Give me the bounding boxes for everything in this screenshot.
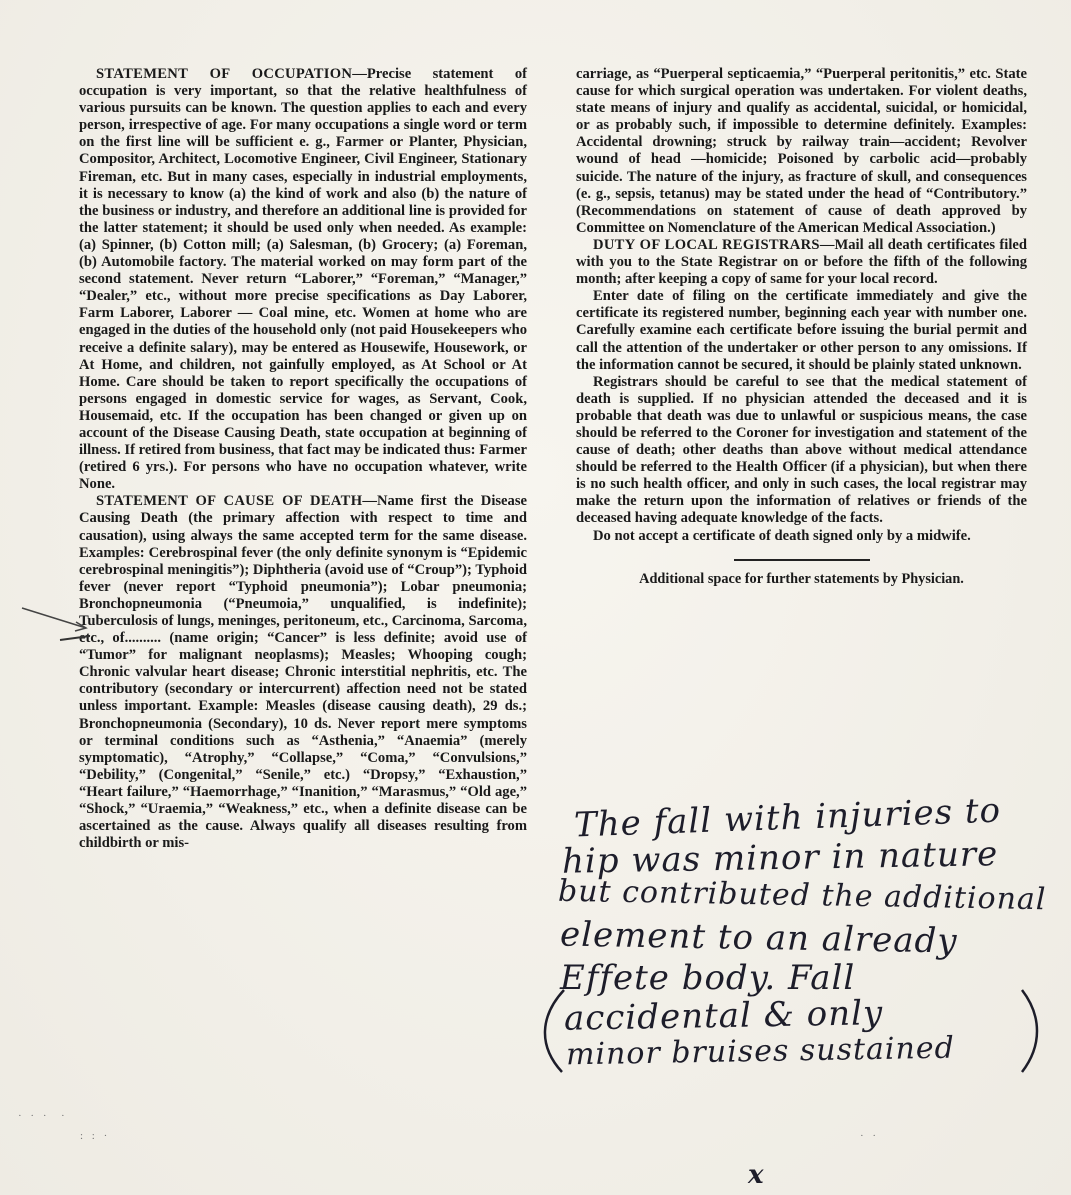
scan-noise: · · [860,1130,880,1142]
section-divider [734,559,870,561]
cause-paragraph [79,493,527,852]
occupation-heading: STATEMENT OF OCCUPATION [96,66,353,82]
registrars-paragraph [576,237,1027,288]
occupation-text: —Precise statement of occupation is very important, so that the relative healthfulness of various pursuits can be known. The question applies to each and every person, irrespective of age. For many occupations a single word or term on the first line will be sufficient e. g., Farmer or Planter, Physician, Compositor, Architect, Locomotive Engineer, Civil Engineer, Stationary Fireman, etc. But in many cases, especially in industrial employments, it is necessary to know (a) the kind of work and also (b) the nature of the business or industry, and therefore an additional line is provided for the latter statement; it should be used only when needed. As example: (a) Spinner, (b) Cotton mill; (a) Salesman, (b) Grocery; (a) Foreman, (b) Automobile factory. The material worked on may form part of the second statement. Never return “Laborer,” “Foreman,” “Manager,” “Dealer,” etc., without more precise specifications as Day Laborer, Farm Laborer, Laborer — Coal mine, etc. Women at home who are engaged in the duties of the household only (not paid Housekeepers who receive a definite salary), may be entered as Housewife, Housework, or At Home, and children, not gainfully employed, as At School or At Home. Care should be taken to report specifically the occupations of persons engaged in domestic service for wages, as Servant, Cook, Housemaid, etc. If the occupation has been changed or given up on account of the Disease Causing Death, state occupation at beginning of illness. If retired from business, that fact may be indicated thus: Farmer (retired 6 yrs.). For persons who have no occupation whatever, write None. [79,66,527,493]
scan-noise: : : · [80,1130,111,1142]
handwritten-note [546,790,1046,1080]
medical-statement-paragraph: Registrars should be careful to see that the medical statement of death is supplied. If no physician attended the deceased and it is probable that death was due to unlawful or suspicious means, the case should be referred to the Coroner for investigation and statement of the cause of death; other deaths than above without medical attendance should be referred to the Health Officer (if a physician), but when there is no such health officer, and only in such cases, the local registrar may make the return upon the information of relatives or friends of the deceased having adequate knowledge of the facts. [576,373,1027,527]
handwritten-line: but contributed the additional [557,873,1047,918]
left-column [79,66,527,852]
filing-paragraph: Enter date of filing on the certificate immediately and give the certificate its registered number, beginning each year with number one. Carefully examine each certificate before issuing the burial permit and call the attention of the undertaker or other person to any omissions. If the information cannot be secured, it should be plainly stated unknown. [576,288,1027,373]
continuation-paragraph: carriage, as “Puerperal septicaemia,” “Puerperal peritonitis,” etc. State cause for which surgical operation was undertaken. For violent deaths, state means of injury and qualify as accidental, suicidal, or homicidal, or as probably such, if impossible to determine definitely. Examples: Accidental drowning; struck by railway train—accident; Revolver wound of head —homicide; Poisoned by carbolic acid—probably suicide. The nature of the injury, as fracture of skull, and consequences (e. g., sepsis, tetanus) may be stated under the head of “Contributory.” (Recommendations on statement of cause of death approved by Committee on Nomenclature of the American Medical Association.) [576,66,1027,236]
handwritten-line: hip was minor in nature [561,834,999,882]
handwritten-line: element to an already [559,914,958,962]
handwritten-line: The fall with injuries to [573,790,1002,846]
handwritten-parenthesis-open [534,986,574,1076]
handwritten-line: minor bruises sustained [565,1030,956,1073]
footer-mark: x [748,1160,764,1190]
cause-text: —Name first the Disease Causing Death (the primary affection with respect to time and causation), using always the same accepted term for the same disease. Examples: Cerebrospinal fever (the only definite synonym is “Epidemic cerebrospinal meningitis”); Diphtheria (avoid use of “Croup”); Typhoid fever (never report “Typhoid pneumonia”); Lobar pneumonia; Bronchopneumonia (“Pneumoia,” unqualified, is indefinite); Tuberculosis of lungs, meninges, peritoneum, etc., Carcinoma, Sarcoma, etc., of.......... (name origin; “Cancer” is less definite; avoid use of “Tumor” for malignant neoplasms); Measles; Whooping cough; Chronic valvular heart disease; Chronic interstitial nephritis, etc. The contributory (secondary or intercurrent) affection need not be stated unless important. Example: Measles (disease causing death), 29 ds.; Bronchopneumonia (Secondary), 10 ds. Never report mere symptoms or terminal conditions such as “Asthenia,” “Anaemia” (merely symptomatic), “Atrophy,” “Collapse,” “Coma,” “Convulsions,” “Debility,” (Congenital,” “Senile,” etc.) “Dropsy,” “Exhaustion,” “Heart failure,” “Haemorrhage,” “Inanition,” “Marasmus,” “Old age,” “Shock,” “Uraemia,” “Weakness,” etc., when a definite disease can be ascertained as the cause. Always qualify all diseases resulting from childbirth or mis- [79,493,527,852]
registrars-text: —Mail all death certificates filed with you to the State Registrar on or before the fifth of the following month; after keeping a copy of same for your local record. [576,236,1027,288]
handwritten-parenthesis-close [1016,986,1046,1076]
additional-space-label: Additional space for further statements by Physician. [639,570,964,587]
registrars-heading: DUTY OF LOCAL REGISTRARS [593,236,820,253]
occupation-paragraph [79,66,527,493]
cause-heading: STATEMENT OF CAUSE OF DEATH [96,493,363,510]
handwritten-line: Effete body. Fall [560,958,856,998]
handwritten-line: accidental & only [563,993,884,1039]
scan-noise: · · · · [18,1110,68,1122]
midwife-paragraph: Do not accept a certificate of death signed only by a midwife. [593,527,971,544]
right-column [576,66,1027,588]
margin-arrow-mark [20,600,90,655]
